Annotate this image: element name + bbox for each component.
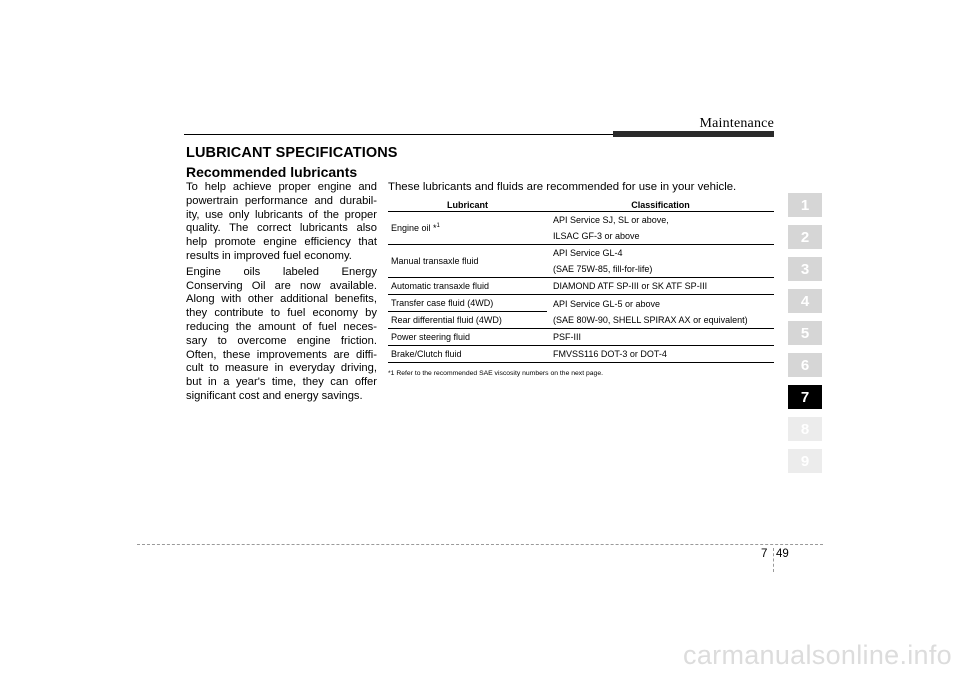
table-intro: These lubricants and fluids are recommended for use in your vehicle. xyxy=(388,181,737,193)
header-rule-thin xyxy=(184,134,614,135)
cell-lubricant xyxy=(388,212,547,245)
header-rule-thick xyxy=(613,131,774,137)
chapter-tab-5[interactable]: 5 xyxy=(788,321,822,345)
lubricant-name: Engine oil * xyxy=(391,223,437,233)
classification-line: API Service SJ, SL or above, xyxy=(553,215,669,225)
table-row-transfer-case xyxy=(388,295,774,312)
cell-classification xyxy=(547,295,774,329)
header-lubricant: Lubricant xyxy=(388,198,547,212)
page-title: LUBRICANT SPECIFICATIONS xyxy=(186,145,398,161)
cell-classification xyxy=(547,245,774,278)
table-row-manual-transaxle xyxy=(388,245,774,278)
chapter-tab-7[interactable]: 7 xyxy=(788,385,822,409)
table-row-brake-clutch xyxy=(388,346,774,363)
chapter-tab-4[interactable]: 4 xyxy=(788,289,822,313)
table-row-automatic-transaxle xyxy=(388,278,774,295)
classification-line: (SAE 80W-90, SHELL SPIRAX AX or equivalent) xyxy=(553,314,748,325)
cell-classification xyxy=(547,212,774,245)
chapter-tab-3[interactable]: 3 xyxy=(788,257,822,281)
table-row-engine-oil xyxy=(388,212,774,245)
page-index: 49 xyxy=(776,548,789,560)
chapter-tab-2[interactable]: 2 xyxy=(788,225,822,249)
cell-lubricant: Brake/Clutch fluid xyxy=(388,346,547,363)
cell-classification: FMVSS116 DOT-3 or DOT-4 xyxy=(547,346,774,363)
cell-lubricant: Transfer case fluid (4WD) xyxy=(388,295,547,312)
table-row-power-steering xyxy=(388,329,774,346)
section-label: Maintenance xyxy=(699,116,774,131)
chapter-tab-8[interactable]: 8 xyxy=(788,417,822,441)
classification-line: API Service GL-4 xyxy=(553,248,623,258)
intro-paragraph-2: Engine oils labeled Energy Conserving Oil are now available. Along with other additional benefits, they contribute to fuel economy by reducing the amount of fuel neces-sary to overcome engine friction. Often, these improvements are diffi-cult to measure in everyday driving, but in a year's time, they can offer significant cost and energy savings. xyxy=(186,265,377,402)
chapter-tab-1[interactable]: 1 xyxy=(788,193,822,217)
chapter-tab-9[interactable]: 9 xyxy=(788,449,822,473)
cell-classification: DIAMOND ATF SP-III or SK ATF SP-III xyxy=(547,278,774,295)
footnote xyxy=(388,370,603,377)
classification-line: (SAE 75W-85, fill-for-life) xyxy=(553,264,653,274)
lubricant-table xyxy=(388,198,774,363)
section-subtitle: Recommended lubricants xyxy=(186,164,358,180)
page-number-separator xyxy=(773,548,774,572)
chapter-tab-6[interactable]: 6 xyxy=(788,353,822,377)
footnote-text: Refer to the recommended SAE viscosity numbers on the next page. xyxy=(394,370,603,377)
cell-classification: PSF-III xyxy=(547,329,774,346)
page-chapter: 7 xyxy=(761,548,768,560)
intro-paragraph-1: To help achieve proper engine and powertrain performance and durabil-ity, use only lubricants of the proper quality. The correct lubricants also help promote engine efficiency that results in improved fuel economy. xyxy=(186,181,377,262)
intro-text xyxy=(186,181,377,406)
chapter-tabs xyxy=(788,193,822,481)
footnote-mark: *1 xyxy=(388,370,395,377)
footer-divider xyxy=(137,544,823,545)
table-header-row xyxy=(388,198,774,212)
cell-lubricant: Automatic transaxle fluid xyxy=(388,278,547,295)
watermark: carmanualsonline.info xyxy=(683,640,952,670)
cell-lubricant: Manual transaxle fluid xyxy=(388,245,547,278)
header-classification: Classification xyxy=(547,198,774,212)
footnote-marker: 1 xyxy=(436,223,440,229)
page-number xyxy=(761,548,789,560)
classification-line: ILSAC GF-3 or above xyxy=(553,231,640,241)
cell-lubricant: Rear differential fluid (4WD) xyxy=(388,312,547,329)
cell-lubricant: Power steering fluid xyxy=(388,329,547,346)
classification-line: API Service GL-5 or above xyxy=(553,298,661,309)
